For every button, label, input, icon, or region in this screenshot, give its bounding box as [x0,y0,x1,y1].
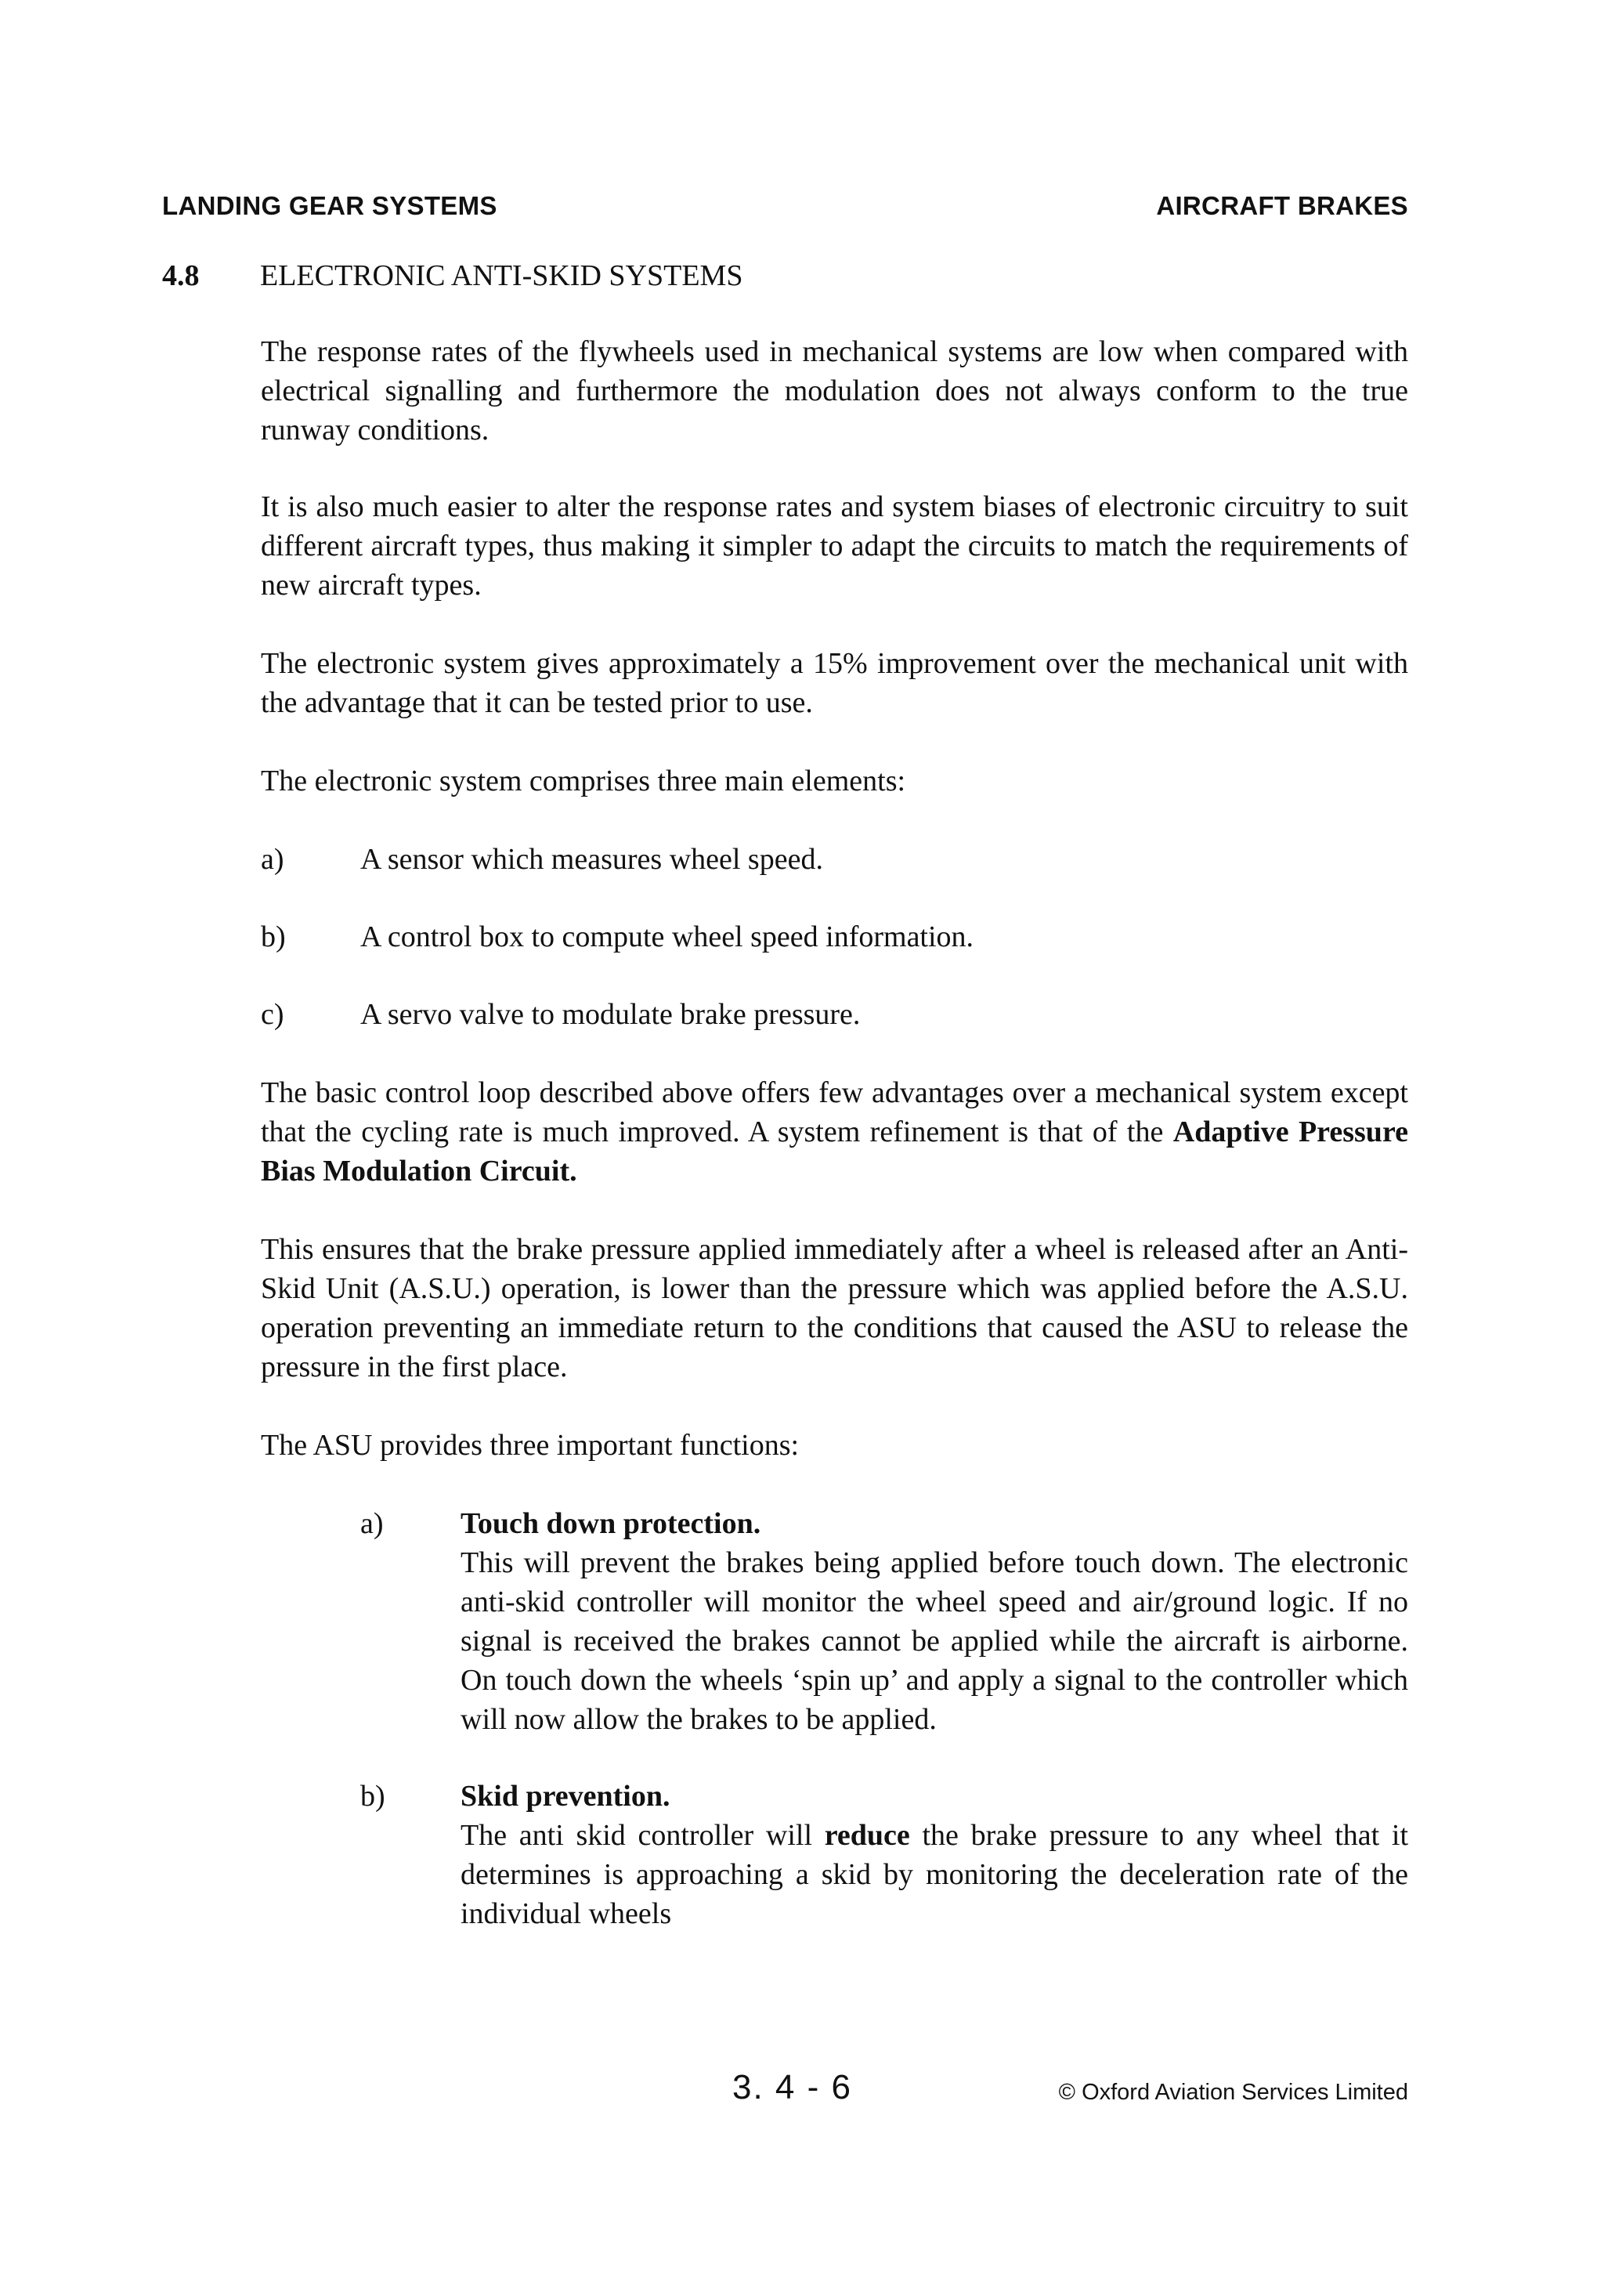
paragraph-improvement: The electronic system gives approximately a 15% improvement over the mechanical unit with the advantage that it can be tested prior to use. [261,647,1408,719]
element-text-a: A sensor which measures wheel speed. [360,843,823,876]
function-text-b-start: The anti skid controller will [461,1819,825,1852]
page-number: 3. 4 - 6 [732,2068,852,2106]
function-skid-prevention [461,1777,1408,1933]
copyright-notice: © Oxford Aviation Services Limited [1058,2080,1408,2105]
function-title-a: Touch down protection. [461,1507,761,1540]
paragraph-asu-functions-intro: The ASU provides three important functions: [261,1429,800,1462]
function-text-a: This will prevent the brakes being applied before touch down. The electronic anti-skid controller will monitor the wheel speed and air/ground logic. If no signal is received the brakes cannot be applied while the aircraft is airborne. On touch down the wheels ‘spin up’ and apply a signal to the controller which will now allow the brakes to be applied. [461,1546,1408,1736]
function-text-b-emphasis: reduce [824,1819,910,1852]
adaptive-pressure-bias-term: Adaptive Pressure Bias Modulation Circuit. [261,1115,1408,1188]
function-label-a: a) [360,1507,384,1540]
element-label-b: b) [261,920,286,953]
paragraph-control-loop [261,1073,1408,1191]
running-header-right: AIRCRAFT BRAKES [1156,191,1408,220]
paragraph-flywheel-response: The response rates of the flywheels used in mechanical systems are low when compared with electrical signalling and furthermore the modulation does not always conform to the true runway conditions. [261,335,1408,447]
section-number: 4.8 [162,259,200,292]
function-label-b: b) [360,1780,385,1813]
function-text-b-end: the brake pressure to any wheel that it determines is approaching a skid by monitoring the deceleration rate of the individual wheels [461,1819,1409,1930]
section-title: ELECTRONIC ANTI-SKID SYSTEMS [260,259,743,292]
paragraph-elements-intro: The electronic system comprises three main elements: [261,765,906,797]
element-label-c: c) [261,998,284,1031]
element-text-c: A servo valve to modulate brake pressure. [360,998,861,1031]
paragraph-control-loop-text: The basic control loop described above offers few advantages over a mechanical system except that the cycling rate is much improved. A system refinement is that of the [261,1076,1408,1148]
function-title-b: Skid prevention. [461,1780,670,1813]
running-header-left: LANDING GEAR SYSTEMS [162,191,497,220]
element-label-a: a) [261,843,284,876]
paragraph-electronic-flexibility: It is also much easier to alter the response rates and system biases of electronic circuitry to suit different aircraft types, thus making it simpler to adapt the circuits to match the requirements of new aircraft types. [261,490,1408,602]
function-touch-down-protection [461,1504,1408,1739]
paragraph-asu-operation: This ensures that the brake pressure applied immediately after a wheel is released after an Anti-Skid Unit (A.S.U.) operation, is lower than the pressure which was applied before the A.S.U. operation preventing an immediate return to the conditions that caused the ASU to release the pressure in the first place. [261,1233,1408,1383]
element-text-b: A control box to compute wheel speed information. [360,920,974,953]
